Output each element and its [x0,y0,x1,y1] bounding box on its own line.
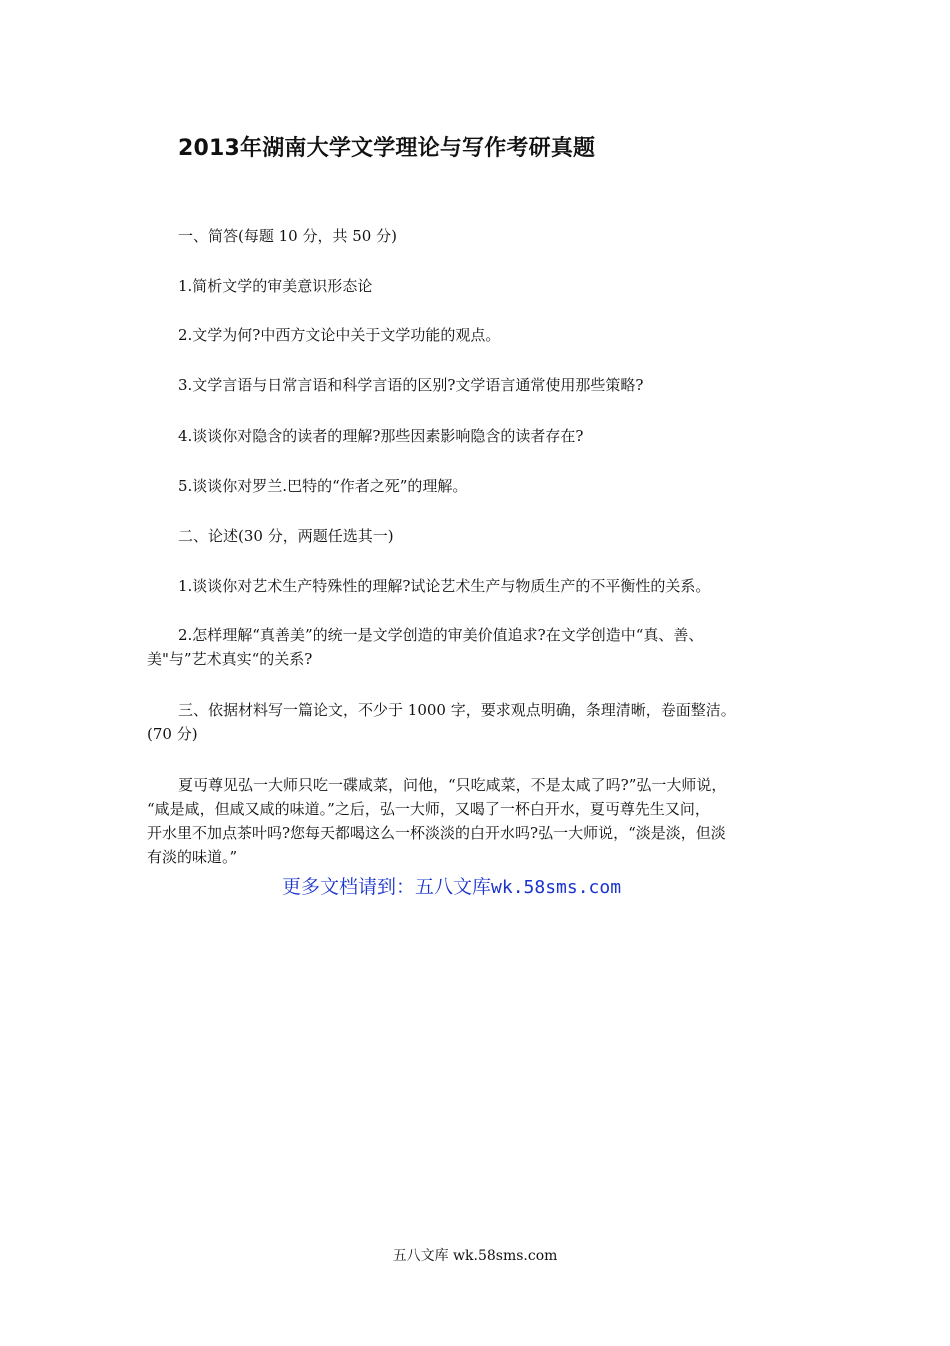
section3-heading [147,698,817,746]
material-line4: 有淡的味道。” [147,848,238,866]
question-1-3: 3.文学言语与日常言语和科学言语的区别?文学语言通常使用那些策略? [178,376,644,394]
material-line3: 开水里不加点茶叶吗?您每天都喝这么一杯淡淡的白开水吗?弘一大师说，“淡是淡，但淡 [147,824,726,842]
question-2-2 [147,623,817,671]
material-line2: “咸是咸，但咸又咸的味道。”之后，弘一大师，又喝了一杯白开水，夏丏尊先生又问， [147,800,710,818]
question-1-1: 1.简析文学的审美意识形态论 [178,277,373,295]
promo-url[interactable]: wk.58sms.com [491,877,622,898]
question-1-4: 4.谈谈你对隐含的读者的理解?那些因素影响隐含的读者存在? [178,427,584,445]
material-paragraph [147,773,817,869]
section3-heading-line1: 三、依据材料写一篇论文，不少于 1000 字，要求观点明确，条理清晰，卷面整洁。 [178,701,736,719]
page-footer: 五八文库 wk.58sms.com [392,1248,558,1264]
promo-link[interactable] [282,872,621,899]
question-2-1: 1.谈谈你对艺术生产特殊性的理解?试论艺术生产与物质生产的不平衡性的关系。 [178,577,711,595]
question-1-5: 5.谈谈你对罗兰.巴特的“作者之死”的理解。 [178,477,468,495]
promo-prefix: 更多文档请到：五八文库 [282,876,492,898]
section3-heading-line2: (70 分) [147,725,198,743]
material-line1: 夏丏尊见弘一大师只吃一碟咸菜，问他，“只吃咸菜，不是太咸了吗?”弘一大师说， [178,776,727,794]
section2-heading: 二、论述(30 分，两题任选其一) [178,527,394,545]
document-title: 2013年湖南大学文学理论与写作考研真题 [178,136,596,161]
question-2-2-line1: 2.怎样理解“真善美”的统一是文学创造的审美价值追求?在文学创造中“真、善、 [178,626,704,644]
question-2-2-line2: 美"与”艺术真实“的关系? [147,650,313,668]
section1-heading: 一、简答(每题 10 分，共 50 分) [178,227,397,245]
question-1-2: 2.文学为何?中西方文论中关于文学功能的观点。 [178,326,501,344]
